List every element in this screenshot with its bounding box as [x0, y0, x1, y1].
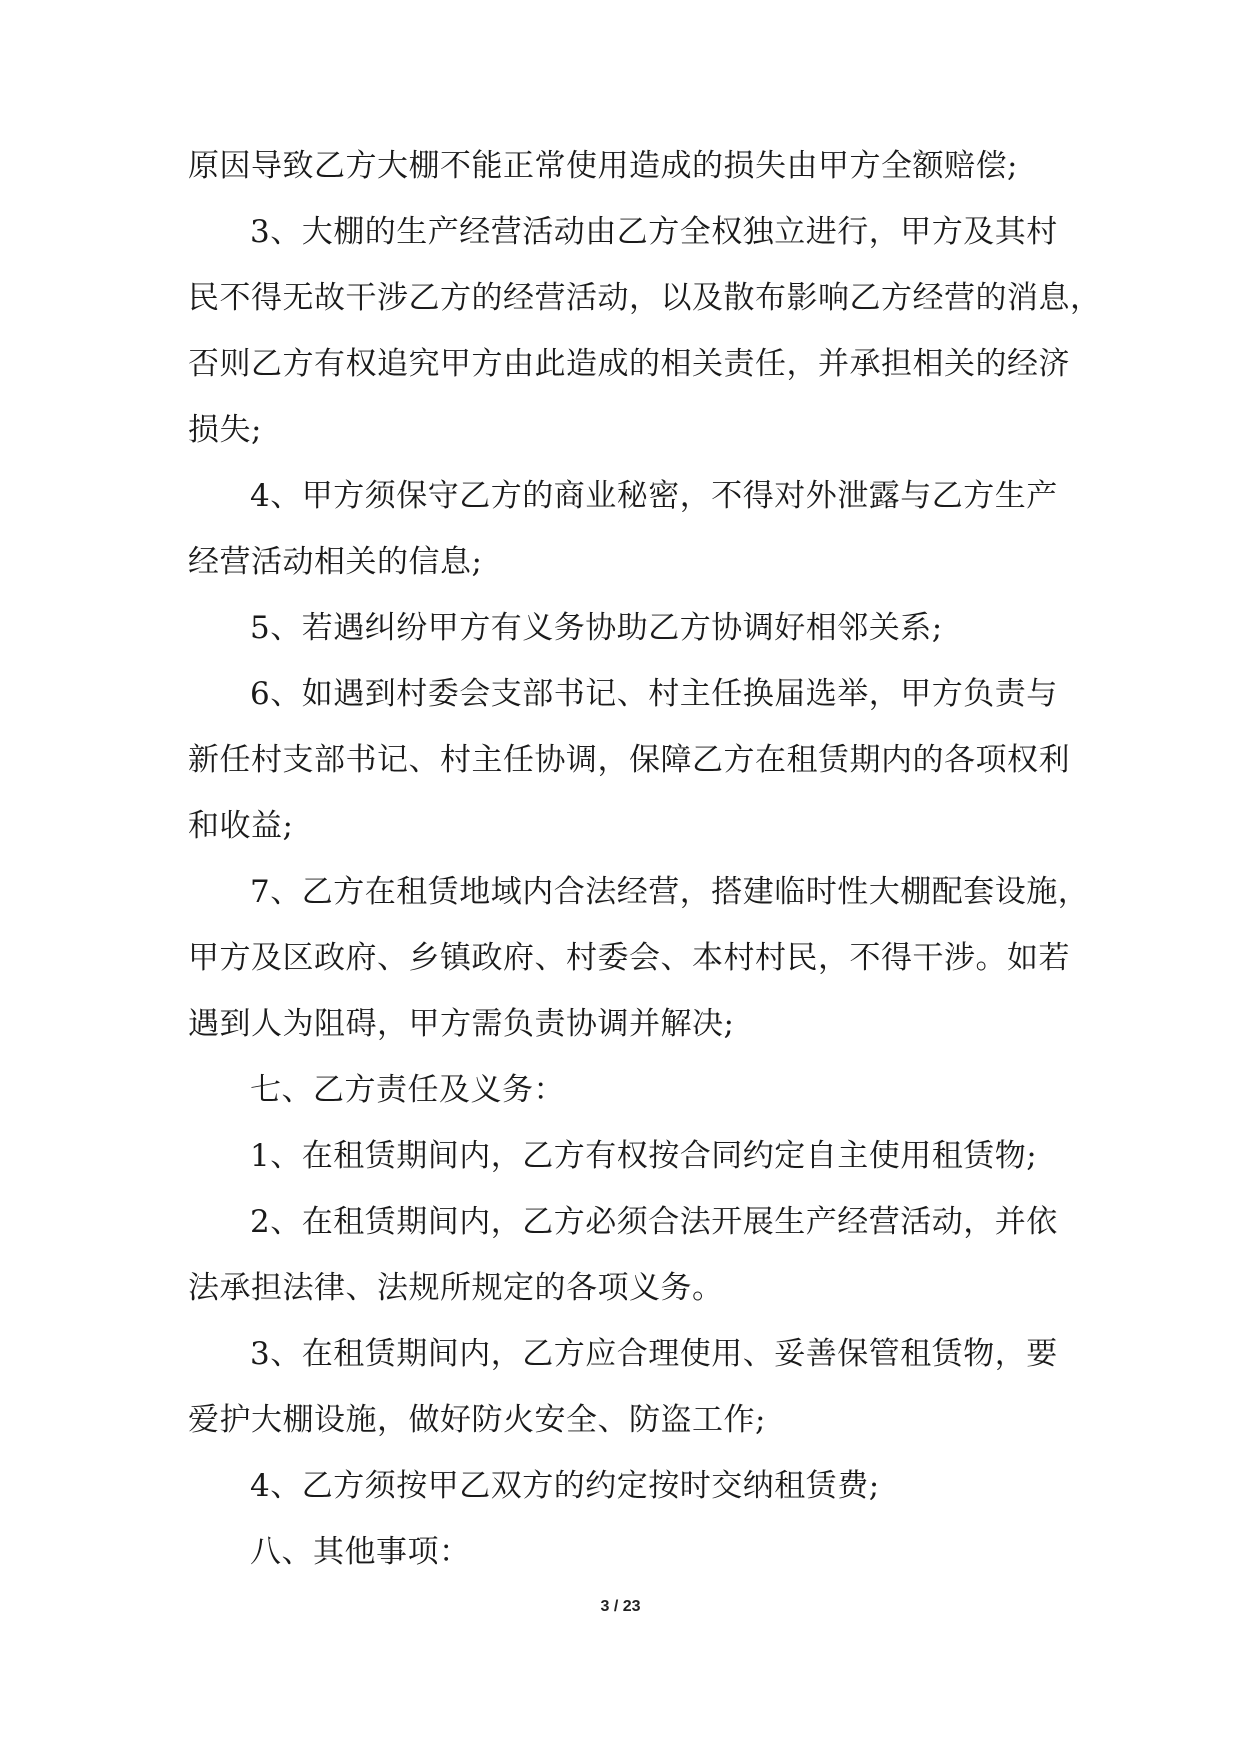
- text-line: 原因导致乙方大棚不能正常使用造成的损失由甲方全额赔偿;: [188, 148, 1018, 184]
- text-line: 1、在租赁期间内，乙方有权按合同约定自主使用租赁物;: [250, 1138, 1038, 1174]
- text-line: 4、甲方须保守乙方的商业秘密，不得对外泄露与乙方生产: [250, 478, 1058, 514]
- text-line: 经营活动相关的信息;: [188, 544, 483, 580]
- page-number: 3 / 23: [600, 1598, 641, 1615]
- text-line: 新任村支部书记、村主任协调，保障乙方在租赁期内的各项权利: [188, 742, 1070, 778]
- text-line: 2、在租赁期间内，乙方必须合法开展生产经营活动，并依: [250, 1204, 1058, 1240]
- text-line: 7、乙方在租赁地域内合法经营，搭建临时性大棚配套设施，: [250, 874, 1090, 910]
- text-line: 5、若遇纠纷甲方有义务协助乙方协调好相邻关系;: [250, 610, 943, 646]
- text-line: 爱护大棚设施，做好防火安全、防盗工作;: [188, 1402, 766, 1438]
- text-line: 法承担法律、法规所规定的各项义务。: [188, 1270, 724, 1306]
- text-line: 遇到人为阻碍，甲方需负责协调并解决;: [188, 1006, 735, 1042]
- text-line: 3、在租赁期间内，乙方应合理使用、妥善保管租赁物，要: [250, 1336, 1058, 1372]
- section-heading: 七、乙方责任及义务：: [250, 1072, 565, 1108]
- section-heading: 八、其他事项：: [250, 1534, 471, 1570]
- text-line: 和收益;: [188, 808, 294, 844]
- text-line: 甲方及区政府、乡镇政府、村委会、本村村民，不得干涉。如若: [188, 940, 1070, 976]
- text-line: 民不得无故干涉乙方的经营活动，以及散布影响乙方经营的消息，: [188, 280, 1102, 316]
- text-line: 损失;: [188, 412, 262, 448]
- text-line: 6、如遇到村委会支部书记、村主任换届选举，甲方负责与: [250, 676, 1058, 712]
- text-line: 3、大棚的生产经营活动由乙方全权独立进行，甲方及其村: [250, 214, 1058, 250]
- text-line: 否则乙方有权追究甲方由此造成的相关责任，并承担相关的经济: [188, 346, 1070, 382]
- text-line: 4、乙方须按甲乙双方的约定按时交纳租赁费;: [250, 1468, 880, 1504]
